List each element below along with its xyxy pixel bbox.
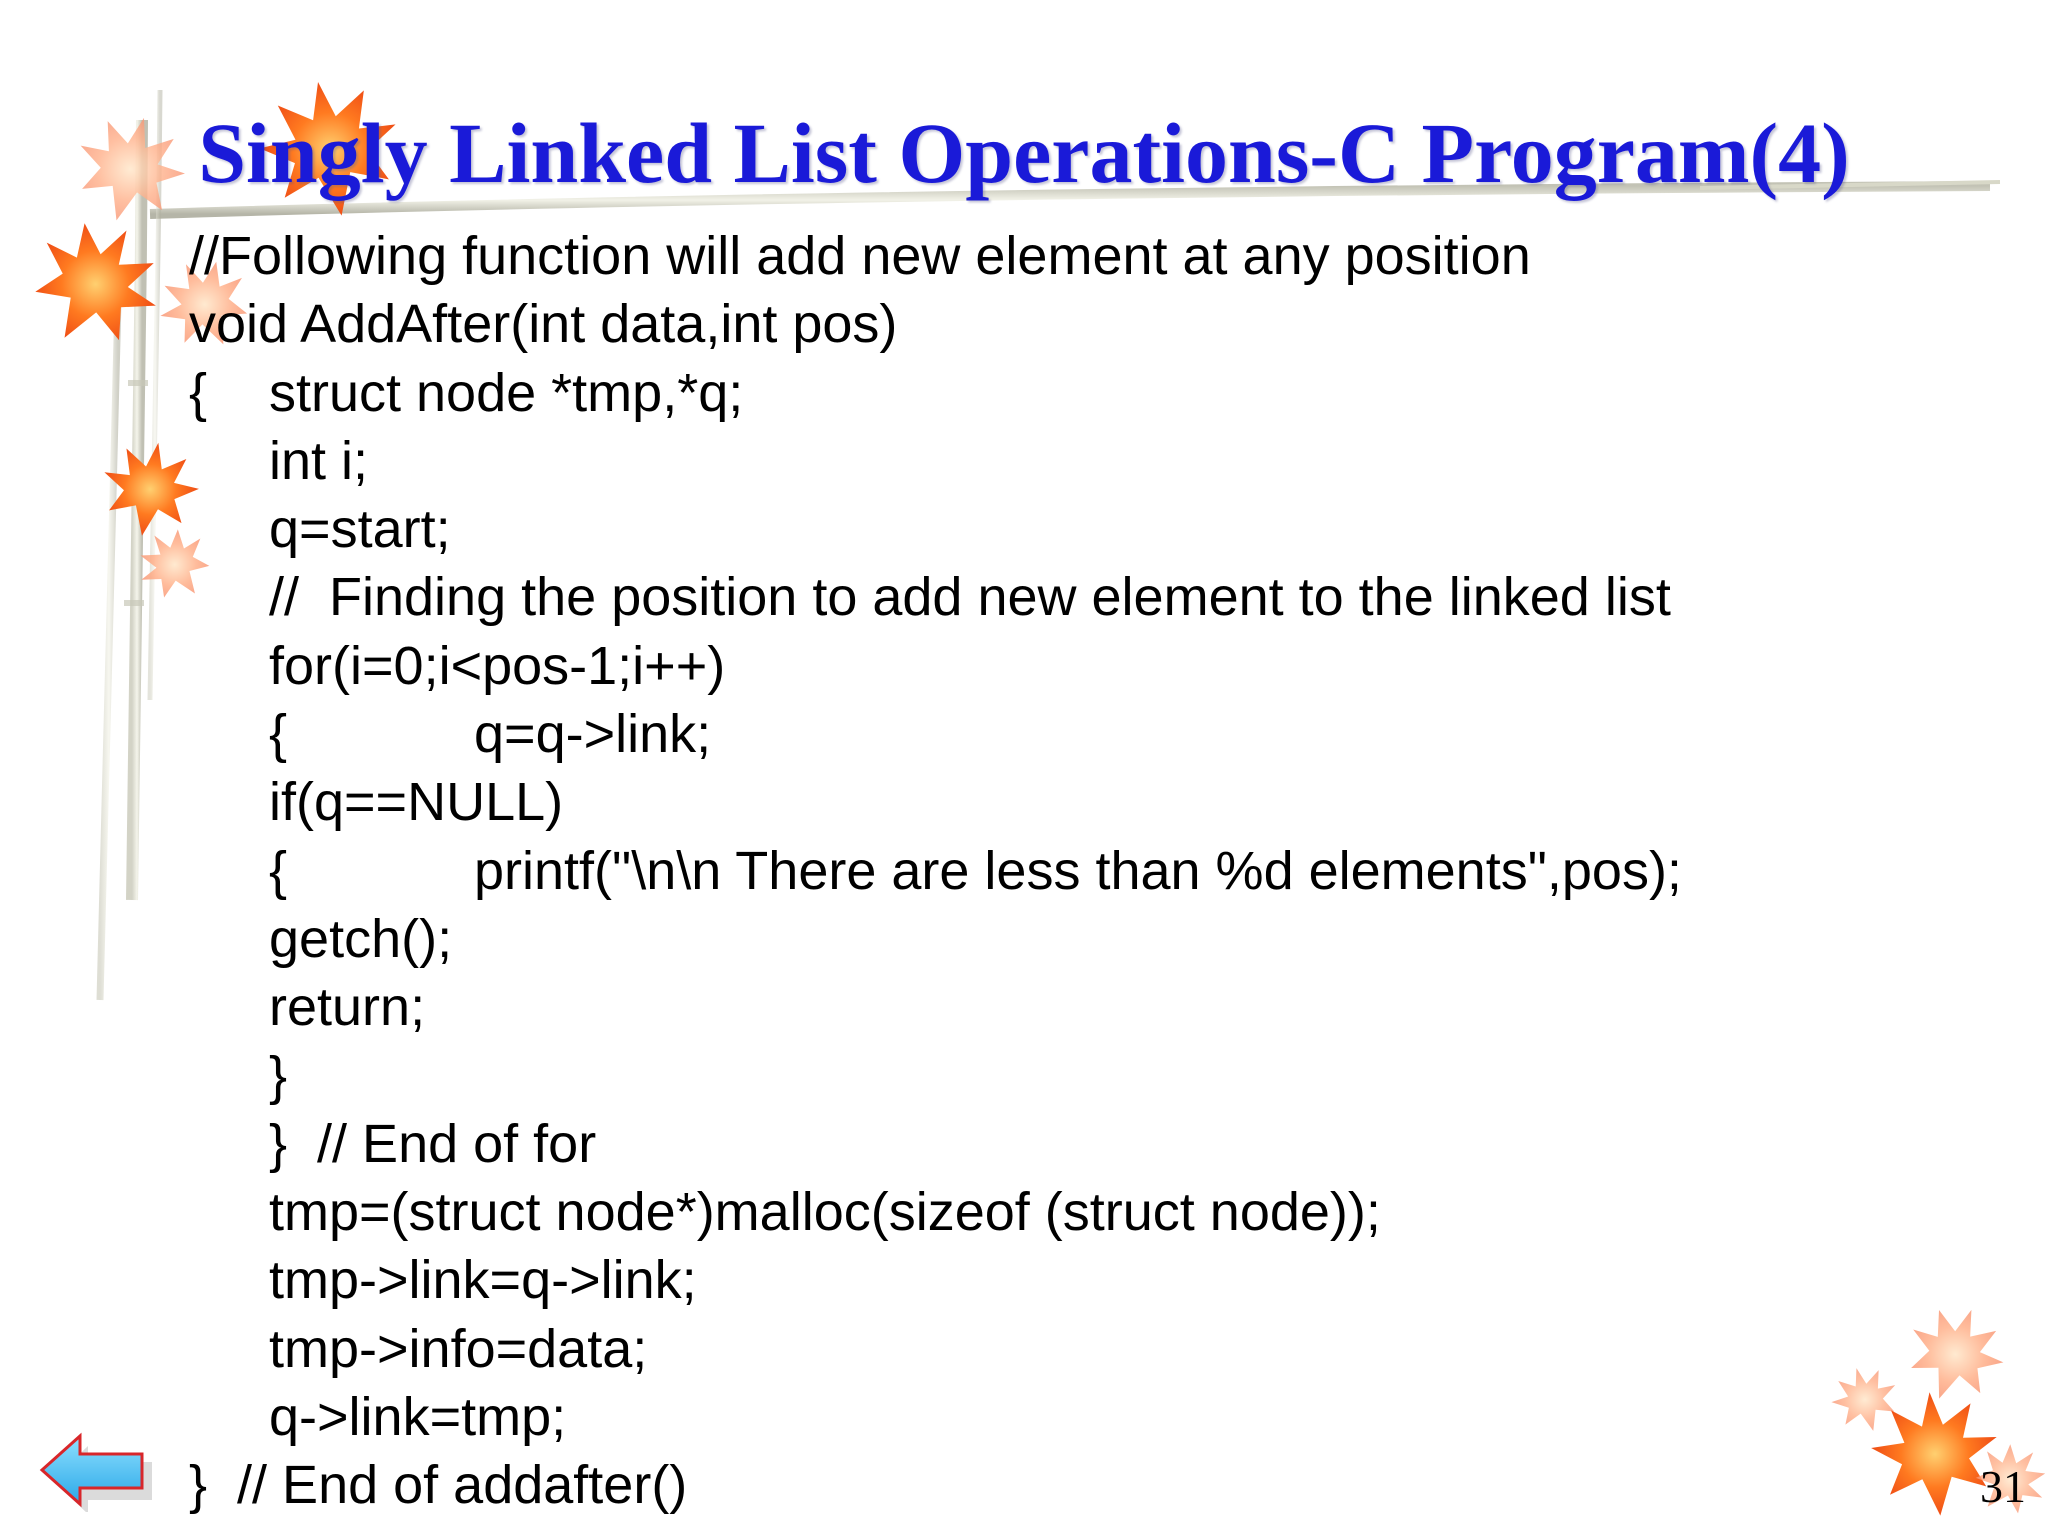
- code-line: [189, 905, 453, 973]
- code-line: [189, 1178, 1381, 1246]
- code-text: {: [269, 840, 288, 901]
- code-line: [189, 768, 564, 836]
- code-text: q->link=tmp;: [269, 1387, 567, 1448]
- code-text: //Following function will add new element at any position: [189, 226, 1531, 286]
- code-line: [189, 563, 1671, 631]
- code-line: [189, 1315, 648, 1383]
- code-line: [189, 700, 712, 768]
- code-text: q=q->link;: [474, 704, 712, 765]
- code-text: tmp=(struct node*)malloc(sizeof (struct node));: [269, 1182, 1381, 1243]
- slide-title: Singly Linked List Operations-C Program(4): [198, 105, 1850, 201]
- code-line: [189, 495, 451, 563]
- code-line: [189, 1042, 288, 1110]
- code-line: [189, 222, 1531, 290]
- code-line: [189, 1451, 688, 1519]
- code-text: printf("\n\n There are less than %d elements",pos);: [474, 840, 1682, 901]
- code-text: int i;: [269, 430, 369, 491]
- code-text: tmp->info=data;: [269, 1318, 648, 1379]
- code-text: {: [189, 362, 208, 423]
- code-text: for(i=0;i<pos-1;i++): [269, 635, 726, 696]
- code-text: if(q==NULL): [269, 772, 564, 833]
- code-text: tmp->link=q->link;: [269, 1250, 697, 1311]
- code-line: [189, 1246, 697, 1314]
- code-text: void AddAfter(int data,int pos): [189, 294, 898, 355]
- page-number: 31: [1980, 1461, 2026, 1512]
- code-line: [189, 427, 369, 495]
- code-line: [189, 1383, 567, 1451]
- code-text: // Finding the position to add new element to the linked list: [269, 567, 1671, 628]
- code-text: } // End of for: [269, 1113, 597, 1174]
- code-line: [189, 973, 426, 1041]
- code-line: [189, 1110, 597, 1178]
- code-text: {: [269, 704, 288, 765]
- code-text: struct node *tmp,*q;: [269, 362, 744, 423]
- back-arrow-icon[interactable]: [38, 1428, 158, 1512]
- code-line: [189, 632, 726, 700]
- code-text: q=start;: [269, 499, 451, 560]
- code-block: [189, 222, 1682, 1520]
- code-text: return;: [269, 977, 426, 1038]
- code-line: [189, 359, 744, 427]
- code-text: }: [269, 1045, 288, 1106]
- code-text: } // End of addafter(): [189, 1455, 688, 1516]
- code-text: getch();: [269, 908, 453, 969]
- code-line: [189, 837, 1682, 905]
- code-line: [189, 290, 898, 358]
